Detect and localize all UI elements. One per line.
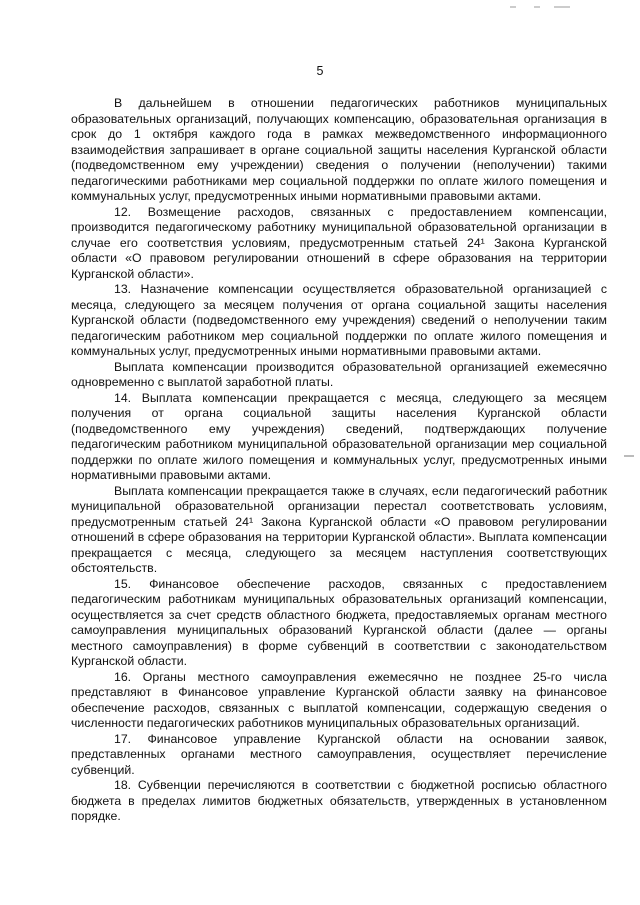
scan-artifact: [624, 455, 634, 457]
paragraph-14: 14. Выплата компенсации прекращается с месяца, следующего за месяцем получения от органа социальной защиты населения Курганской области (подведомственного ему учреждения) сведений, подтверждающих получение педагогическим работником муниципальной образовательной организации мер социальной поддержки по оплате жилого помещения и коммунальных услуг, предусмотренных иными нормативными правовыми актами.: [71, 390, 607, 482]
paragraph-14-termination: Выплата компенсации прекращается также в случаях, если педагогический работник муниципальной образовательной организации перестал соответствовать условиям, предусмотренным статьей 24¹ Закона Курганской области «О правовом регулировании отношений в сфере образования на территории Курганской области». Выплата компенсации прекращается с месяца, следующего за месяцем наступления соответствующих обстоятельств.: [71, 483, 607, 575]
scan-artifact: [510, 6, 570, 8]
paragraph-continuation: В дальнейшем в отношении педагогических работников муниципальных образовательных организаций, получающих компенсацию, образовательная организация в срок до 1 октября каждого года в рамках межведомственного информационного взаимодействия запрашивает в органе социальной защиты населения Курганской области (подведомственном ему учреждении) сведения о получении (неполучении) такими педагогическими работниками мер социальной поддержки по оплате жилого помещения и коммунальных услуг, предусмотренных иными нормативными правовыми актами.: [71, 96, 607, 203]
paragraph-18: 18. Субвенции перечисляются в соответствии с бюджетной росписью областного бюджета в пределах лимитов бюджетных обязательств, утвержденных в установленном порядке.: [71, 778, 607, 823]
paragraph-13: 13. Назначение компенсации осуществляется образовательной организацией с месяца, следующего за месяцем получения от органа социальной защиты населения Курганской области (подведомственного ему учреждения) сведений о неполучении таким педагогическим работником мер социальной поддержки по оплате жилого помещения и коммунальных услуг, предусмотренных иными нормативными правовыми актами.: [71, 282, 607, 358]
paragraph-13-payment: Выплата компенсации производится образовательной организацией ежемесячно одновременно с выплатой заработной платы.: [71, 359, 607, 389]
paragraph-15: 15. Финансовое обеспечение расходов, связанных с предоставлением педагогическим работникам муниципальных образовательных организаций компенсации, осуществляется за счет средств областного бюджета, предоставляемых органам местного самоуправления муниципальных образований Курганской области (далее — органы местного самоуправления) в форме субвенций в соответствии с законодательством Курганской области.: [71, 576, 607, 668]
paragraph-16: 16. Органы местного самоуправления ежемесячно не позднее 25-го числа представляют в Финансовое управление Курганской области заявку на финансовое обеспечение расходов, связанных с выплатой компенсации, содержащую сведения о численности педагогических работников муниципальных образовательных организаций.: [71, 669, 607, 730]
paragraph-12: 12. Возмещение расходов, связанных с предоставлением компенсации, производится педагогическому работнику муниципальной образовательной организации в случае его соответствия условиям, предусмотренным статьей 24¹ Закона Курганской области «О правовом регулировании отношений в сфере образования на территории Курганской области».: [71, 204, 607, 281]
paragraph-17: 17. Финансовое управление Курганской области на основании заявок, представленных органами местного самоуправления, осуществляет перечисление субвенций.: [71, 731, 607, 777]
page-number: 5: [316, 64, 324, 78]
document-body: [71, 96, 607, 825]
